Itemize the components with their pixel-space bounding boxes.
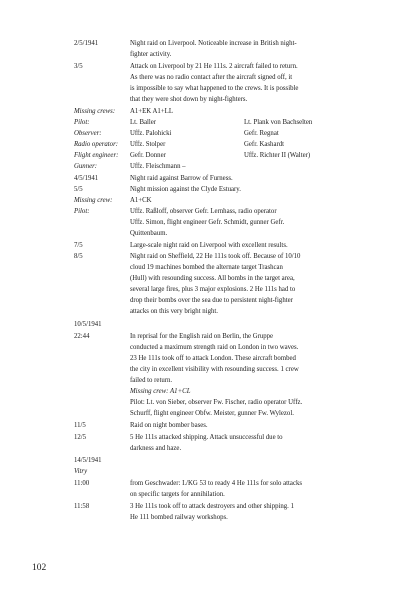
crew-col-a: Uffz. Palohicki [130, 130, 172, 137]
text-line: Night mission against the Clyde Estuary. [130, 186, 241, 193]
crew-label: Flight engineer: [74, 152, 119, 159]
text-line: As there was no radio contact after the aircraft signed off, it [130, 74, 293, 81]
text-line: from Geschwader: I./KG 53 to ready 4 He 111s for solo attacks [130, 480, 303, 487]
text-line: Night raid on Sheffield, 22 He 111s took off. Because of 10/10 [130, 253, 301, 260]
text-line: Raid on night bomber bases. [130, 422, 208, 429]
entry-date: 3/5 [74, 63, 83, 70]
text-line: darkness and haze. [130, 445, 182, 452]
text-line: several large fires, plus 3 major explosions. 2 He 111s had to [130, 286, 296, 293]
entry-text [130, 184, 338, 195]
text-line: Uffz. Simon, flight engineer Gefr. Schmidt, gunner Gefr. [130, 219, 285, 226]
crew-label: Gunner: [74, 163, 98, 170]
entry-date: 8/5 [74, 253, 83, 260]
entry-text [130, 173, 338, 184]
text-line: He 111 bombed railway workshops. [130, 514, 228, 521]
text-line: 23 He 111s took off to attack London. These aircraft bombed [130, 355, 296, 362]
crew-label: Pilot: [74, 208, 90, 215]
text-line: (Hull) with resounding success. All bombs in the target area, [130, 275, 295, 282]
text-line: Missing crew: A1+CL [130, 388, 191, 395]
entry-time: 11:00 [74, 480, 90, 487]
entry-text [130, 501, 338, 523]
crew-label: Observer: [74, 130, 102, 137]
crew-label: Radio operator: [74, 141, 118, 148]
text-line: on specific targets for annihilation. [130, 491, 225, 498]
text-line: conducted a maximum strength raid on London in two waves. [130, 344, 299, 351]
crew-col-a: A1+CK [130, 197, 152, 204]
text-line: is impossible to say what happened to the crews. It is possible [130, 85, 299, 92]
entry-text [130, 331, 338, 386]
page-number: 102 [32, 563, 47, 573]
text-line: the city in excellent visibility with resounding success. 1 crew [130, 366, 299, 373]
entry-date: 2/5/1941 [74, 40, 99, 47]
entry-text [130, 61, 338, 105]
crew-col-b: Gefr. Kashardt [244, 141, 285, 148]
entry-date: 7/5 [74, 242, 83, 249]
text-line: drop their bombs over the sea due to persistent night-fighter [130, 297, 293, 304]
entry-text [130, 432, 338, 454]
entry-date: 14/5/1941 [74, 457, 102, 464]
entry-date: 12/5 [74, 434, 87, 441]
crew-col-a: Uffz. Fleischmann – [130, 163, 186, 170]
crew-label: Pilot: [74, 119, 90, 126]
entry-text [130, 397, 338, 419]
text-line: Attack on Liverpool by 21 He 111s. 2 aircraft failed to return. [130, 63, 298, 70]
text-line: 5 He 111s attacked shipping. Attack unsuccessful due to [130, 434, 283, 441]
crew-col-a: Lt. Baller [130, 119, 157, 126]
text-line: failed to return. [130, 377, 173, 384]
entry-time: 22:44 [74, 333, 90, 340]
entry-date: 5/5 [74, 186, 83, 193]
entry-text [130, 386, 338, 397]
crew-col-b: Lt. Plank von Bachselten [244, 119, 313, 126]
crew-label: Missing crews: [74, 108, 116, 115]
text-line: Uffz. Raßloff, observer Gefr. Lernhass, radio operator [130, 208, 277, 215]
text-line: Night raid on Liverpool. Noticeable increase in British night- [130, 40, 297, 47]
crew-col-a: Gefr. Donner [130, 152, 166, 159]
entry-time: 11:58 [74, 503, 90, 510]
crew-label: Missing crew: [74, 197, 113, 204]
text-line: that they were shot down by night-fighters. [130, 96, 248, 103]
entry-text [130, 206, 338, 239]
entry-text [130, 240, 338, 251]
text-line: Schurff, flight engineer Obfw. Meister, gunner Fw. Wylezol. [130, 410, 294, 417]
text-line: fighter activity. [130, 51, 172, 58]
entry-text [130, 478, 338, 500]
text-line: Quittenbaum. [130, 230, 168, 237]
text-line: In reprisal for the English raid on Berlin, the Gruppe [130, 333, 274, 340]
entry-text [130, 420, 338, 431]
crew-col-a: Uffz. Stolper [130, 141, 166, 148]
entry-date: 4/5/1941 [74, 175, 99, 182]
entry-date: 10/5/1941 [74, 321, 102, 328]
entry-text [130, 251, 338, 317]
entry-text [130, 38, 338, 60]
crew-col-b: Gefr. Regnat [244, 130, 279, 137]
text-line: cloud 19 machines bombed the alternate target Trashcan [130, 264, 283, 271]
entry-date: 11/5 [74, 422, 86, 429]
crew-col-b: Uffz. Richter II (Walter) [244, 152, 311, 159]
text-line: attacks on this very bright night. [130, 308, 218, 315]
entry-location: Vitry [74, 468, 88, 475]
text-line: 3 He 111s took off to attack destroyers and other shipping. 1 [130, 503, 294, 510]
text-line: Large-scale night raid on Liverpool with excellent results. [130, 242, 288, 249]
text-line: Night raid against Barrow of Furness. [130, 175, 233, 182]
crew-col-a: A1+EK A1+LL [130, 108, 173, 115]
text-line: Pilot: Lt. von Sieber, observer Fw. Fischer, radio operator Uffz. [130, 399, 303, 406]
